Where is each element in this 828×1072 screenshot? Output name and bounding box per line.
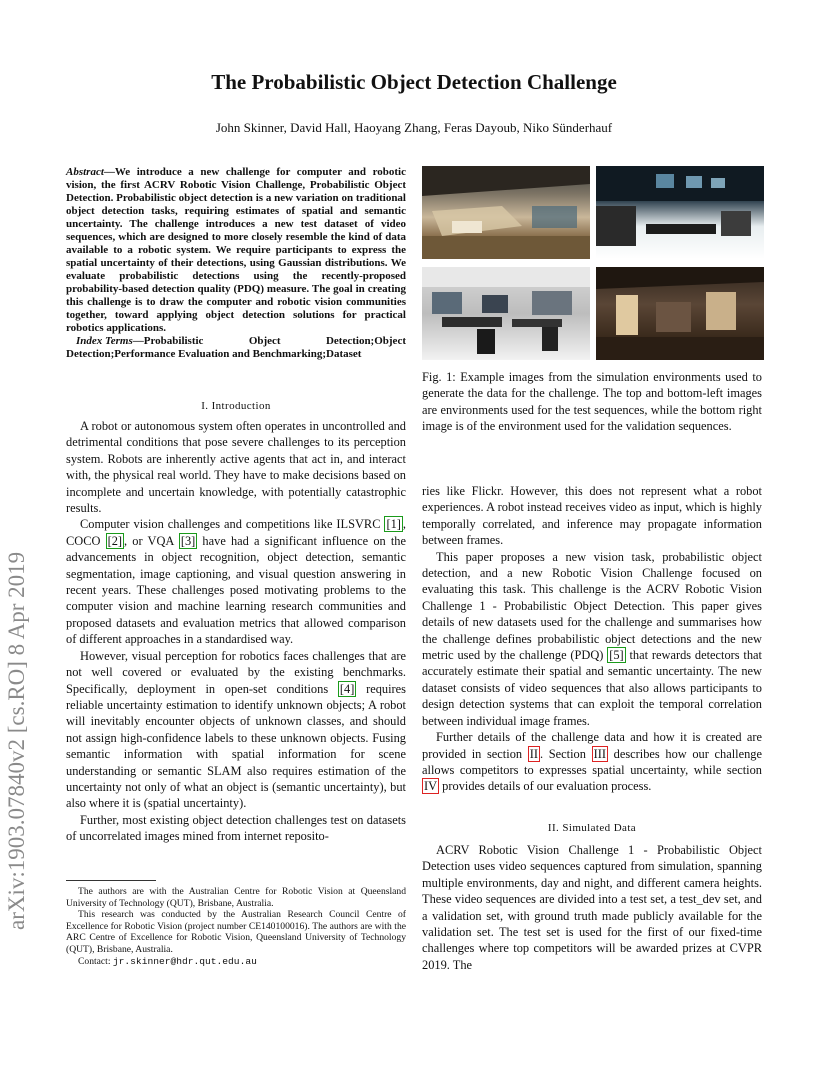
abstract-label: Abstract	[66, 166, 104, 178]
index-terms-text: —Probabilistic Object Detection;Object Detection;Performance Evaluation and Benchmarking;Dataset	[66, 335, 406, 360]
abstract-text: —We introduce a new challenge for computer and robotic vision, the first ACRV Robotic Vision Challenge, Probabilistic Object Detection. Probabilistic object detection is a new variation on traditional object detection tasks, requiring estimates of spatial and semantic uncertainty. The challenge introduces a new test dataset of video sequences, which are designed to more closely resemble the kind of data available to a robotic system. We require participants to express the spatial uncertainty of their detections, using Gaussian distributions. We evaluate probabilistic detections using the recently-proposed probability-based detection quality (PDQ) measure. The goal in creating this challenge is to draw the computer and robotic vision communities together, toward applying object detection solutions for practical robotics applications.	[66, 166, 406, 334]
right-column-body	[422, 483, 762, 795]
introduction-body	[66, 418, 406, 845]
intro-paragraph: Further, most existing object detection challenges test on datasets of uncorrelated images mined from internet reposito-	[66, 812, 406, 844]
abstract	[66, 166, 406, 335]
section-link[interactable]: III	[593, 746, 606, 761]
citation-link[interactable]: [1]	[386, 517, 401, 532]
footnote-divider	[66, 880, 156, 881]
index-terms	[66, 335, 406, 361]
figure-image-bottom-left	[422, 267, 590, 360]
body-paragraph: Further details of the challenge data and how it is created are provided in section II . Section III describes how our challenge allows competitors to expresses spatial uncertainty, while section IV provides details of our evaluation process.	[422, 730, 762, 794]
figure-caption: Fig. 1: Example images from the simulation environments used to generate the data for the challenge. The top and bottom-left images are environments used for the test sequences, while the bottom right image is of the environment used for the validation sequences.	[422, 370, 762, 434]
citation-link[interactable]: [3]	[180, 533, 196, 548]
citation-link[interactable]: [4]	[339, 681, 355, 696]
citation-link[interactable]: [2]	[107, 533, 123, 548]
figure-image-top-right	[596, 166, 764, 259]
footnotes	[66, 886, 406, 967]
citation-link[interactable]: [5]	[609, 648, 624, 663]
intro-paragraph: However, visual perception for robotics faces challenges that are not well covered or evaluated by the existing benchmarks. Specifically, deployment in open-set conditions [4] requires reliable uncertainty estimation to identify unknown objects; A robot will inevitably encounter objects of unknown classes, and should not assign high-confidence labels to these unknown objects. Fusing semantic information with spatial information for scene understanding or semantic SLAM also requires estimation of the uncertainty not only of what an object is (semantic uncertainty), but also where it is (spatial uncertainty).	[66, 648, 406, 811]
section-heading-simulated-data: II. Simulated Data	[547, 822, 637, 834]
contact-email[interactable]: jr.skinner@hdr.qut.edu.au	[112, 955, 257, 967]
section-link[interactable]: IV	[424, 779, 438, 794]
arxiv-stamp: arXiv:1903.07840v2 [cs.RO] 8 Apr 2019	[4, 551, 29, 930]
figure-image-top-left	[422, 166, 590, 259]
section-heading-introduction: I. Introduction	[201, 400, 271, 412]
intro-paragraph: Computer vision challenges and competitions like ILSVRC [1] , COCO [2] , or VQA [3] have had a significant influence on the advancements in object recognition, object detection, semantic segmentation, image captioning, and visual question answering in recent years. These challenges posed motivating problems to the computer vision and machine learning research communities and proposed datasets and evaluation metrics that allowed comparison of different approaches in a standardised way.	[66, 517, 406, 647]
footnote: This research was conducted by the Australian Research Council Centre of Excellence for Robotic Vision (project number CE140100016). The authors are with the ARC Centre of Excellence for Robotic Vision, Queensland University of Technology (QUT), Brisbane, Australia.	[66, 909, 406, 955]
abstract-block	[66, 166, 406, 361]
body-paragraph: ACRV Robotic Vision Challenge 1 - Probabilistic Object Detection uses video sequences captured from simulation, spanning multiple environments, day and night, and different camera heights. These video sequences are divided into a test set, a test_dev set, and a validation set, with ground truth made publicly available for the validation set. The test set is used for the first of our fixed-time challenges where top competitors will be awarded prizes at CVPR 2019. The	[422, 843, 762, 972]
index-terms-label: Index Terms	[76, 335, 133, 347]
section-link[interactable]: II	[529, 746, 538, 761]
body-paragraph: This paper proposes a new vision task, probabilistic object detection, and a new Robotic Vision Challenge focused on evaluating this task. This challenge is the ACRV Robotic Vision Challenge 1 - Probabilistic Object Detection. This paper gives details of new datasets used for the challenge and summarises how the challenge defines probabilistic object detections and the new metric used by the challenge (PDQ) [5] that rewards detectors that accurately estimate their spatial and semantic uncertainty. The new dataset consists of video sequences that also allows participants to design detection systems that can exploit the temporal correlation between individual image frames.	[422, 549, 763, 728]
footnote: The authors are with the Australian Centre for Robotic Vision at Queensland University of Technology (QUT), Brisbane, Australia.	[66, 886, 406, 909]
paper-title: The Probabilistic Object Detection Challenge	[211, 70, 617, 94]
footnote-contact: Contact: jr.skinner@hdr.qut.edu.au	[78, 955, 257, 967]
author-list: John Skinner, David Hall, Haoyang Zhang, Feras Dayoub, Niko Sünderhauf	[215, 120, 613, 135]
intro-paragraph: A robot or autonomous system often operates in uncontrolled and detrimental conditions that pose severe challenges to its perception system. Robots are inherently active agents that act in, and interact with, the physical real world. They have to make decisions based on incomplete and uncertain knowledge, with potentially catastrophic results.	[66, 419, 406, 516]
simulated-data-body	[422, 842, 762, 973]
figure-image-bottom-right	[596, 267, 764, 360]
body-paragraph: ries like Flickr. However, this does not represent what a robot experiences. A robot instead receives video as input, which is highly temporally correlated, and inference may propagate information between frames.	[422, 484, 762, 548]
